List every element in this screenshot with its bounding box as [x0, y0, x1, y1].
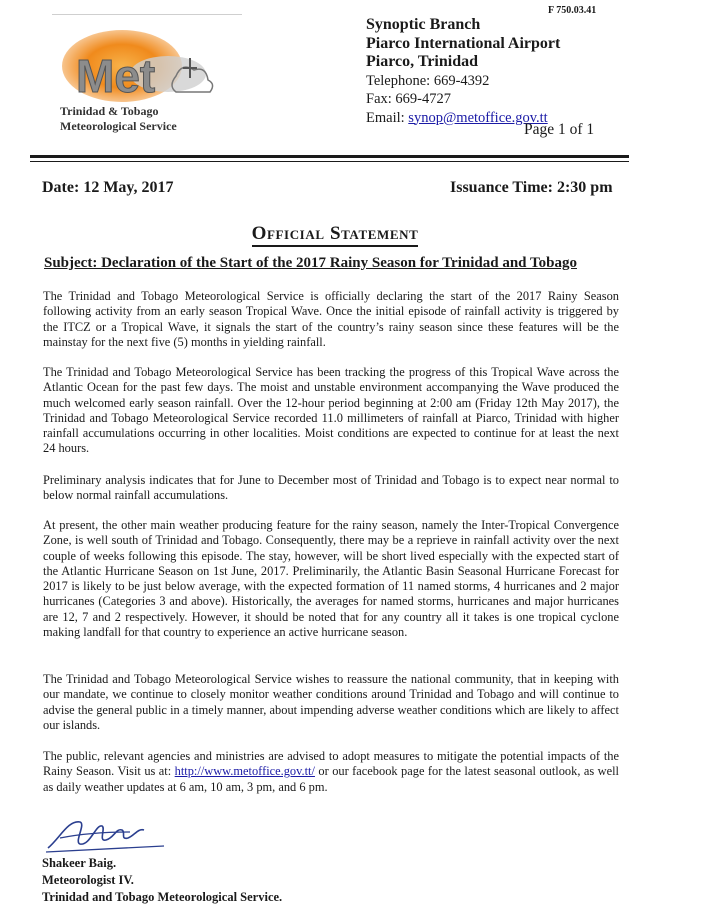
- closing-text-after: or our facebook page for the latest seasonal outlook, as well as daily weather updates at 6 am, 10 am, 3 pm, and 6 pm.: [43, 764, 620, 794]
- statement-title: Official Statement: [252, 223, 419, 247]
- body-paragraph-4: At present, the other main weather producing feature for the rainy season, namely the Inter-Tropical Convergence Zone, is well south of Trinidad and Tobago. Consequently, there may be a reprieve in rainfall activity over the next couple of weeks following this episode. The stay, however, will be short lived especially with the expected start of the Atlantic Hurricane Season on 1st June, 2017. Preliminarily, the Atlantic Basin Seasonal Hurricane Forecast for 2017 is likely to be just below average, with the expected formation of 11 named storms, 4 hurricanes and 2 major hurricanes (Categories 3 and above). Historically, the averages for named storms, hurricanes and major hurricanes are 12, 7 and 2 respectively. However, it should be noted that for any country all it takes is one tropical cyclone making landfall for that country to experience an active hurricane season.: [43, 518, 619, 640]
- statement-subject: Subject: Declaration of the Start of the 2017 Rainy Season for Trinidad and Tobago: [44, 255, 577, 271]
- met-service-logo: [50, 14, 250, 146]
- branch-name: Synoptic Branch: [366, 16, 481, 33]
- signatory-block: [42, 855, 282, 906]
- signatory-name: Shakeer Baig.: [42, 856, 117, 870]
- location: Piarco, Trinidad: [366, 53, 479, 70]
- logo-mark: Met: [76, 50, 156, 102]
- signatory-org: Trinidad and Tobago Meteorological Service.: [42, 890, 283, 904]
- body-paragraph-2: The Trinidad and Tobago Meteorological Service has been tracking the progress of this Tropical Wave across the Atlantic Ocean for the past few days. The moist and unstable environment accompanying the Wave produced the much welcomed early season rainfall. Over the 12-hour period beginning at 2:00 am (Friday 12th May 2017), the Trinidad and Tobago Meteorological Service recorded 11.0 millimeters of rainfall at Piarco, Trinidad with higher rainfall accumulations occurring in other localities. Moist conditions are expected to continue for at least the next 24 hours.: [43, 365, 619, 456]
- issue-date: Date: 12 May, 2017: [42, 179, 174, 196]
- fax: Fax: 669-4727: [366, 91, 451, 107]
- header-rule-thin: [30, 161, 629, 162]
- body-paragraph-3: Preliminary analysis indicates that for June to December most of Trinidad and Tobago is to expect near normal to below normal rainfall accumulations.: [43, 473, 619, 503]
- closing-paragraph: [43, 749, 619, 795]
- page-number: Page 1 of 1: [524, 121, 595, 138]
- body-paragraph-1: The Trinidad and Tobago Meteorological Service is officially declaring the start of the 2017 Rainy Season following activity from an early season Tropical Wave. Once the initial episode of rainfall activity is triggered by the ITCZ or a Tropical Wave, it signals the start of the country’s rainy season since these features will be the mainstay for the next five (5) months in yielding rainfall.: [43, 289, 619, 349]
- statement-title-wrap: [0, 223, 670, 245]
- telephone: Telephone: 669-4392: [366, 72, 490, 89]
- closing-text-before: The public, relevant agencies and ministries are advised to adopt measures to mitigate the potential impacts of the Rainy Season. Visit us at:: [43, 749, 619, 779]
- issuance-time: Issuance Time: 2:30 pm: [450, 179, 613, 196]
- logo-line-2: Meteorological Service: [60, 119, 177, 133]
- body-paragraph-5: The Trinidad and Tobago Meteorological Service wishes to reassure the national community, that in keeping with our mandate, we continue to closely monitor weather conditions around Trinidad and Tobago and will continue to advise the general public in a timely manner, about impending adverse weather conditions which are likely to affect our islands.: [43, 672, 619, 732]
- org-address-block: [366, 16, 560, 127]
- header-rule-thick: [30, 155, 629, 158]
- form-code: F 750.03.41: [548, 5, 597, 16]
- airport-name: Piarco International Airport: [366, 34, 561, 52]
- email-link[interactable]: synop@metoffice.gov.tt: [408, 109, 548, 126]
- website-link[interactable]: http://www.metoffice.gov.tt/: [174, 764, 315, 779]
- handwritten-signature: [40, 808, 170, 858]
- signatory-role: Meteorologist IV.: [42, 873, 134, 887]
- logo-line-1: Trinidad & Tobago: [60, 104, 159, 118]
- email-label: Email:: [366, 109, 409, 126]
